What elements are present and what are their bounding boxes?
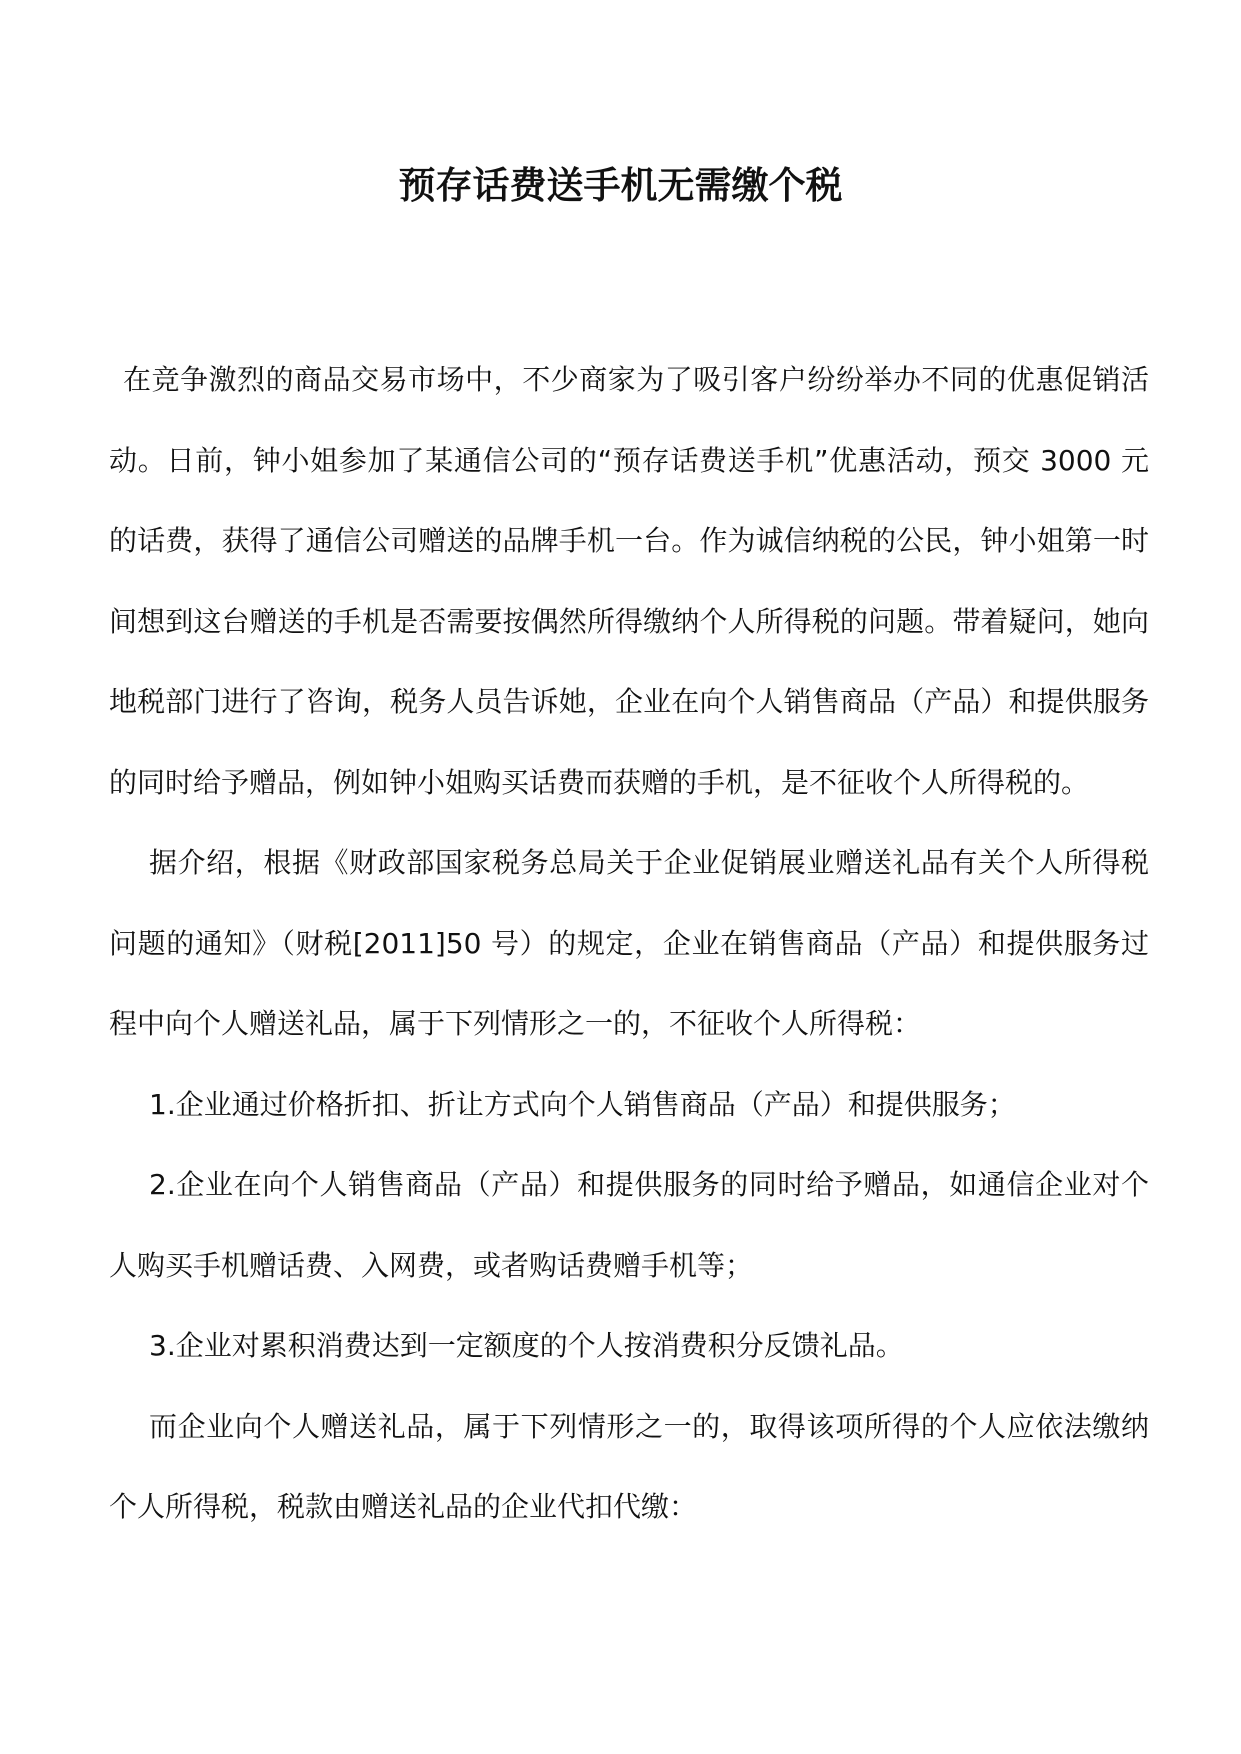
document-body: [109, 340, 1149, 1548]
list-item: 3.企业对累积消费达到一定额度的个人按消费积分反馈礼品。: [149, 1329, 904, 1362]
list-item: 1.企业通过价格折扣、折让方式向个人销售商品（产品）和提供服务；: [149, 1087, 1016, 1121]
list-item: 2.企业在向个人销售商品（产品）和提供服务的同时给予赠品，如通信企业对个人购买手机赠话费、入网费，或者购话费赠手机等；: [109, 1168, 1149, 1282]
paragraph: 而企业向个人赠送礼品，属于下列情形之一的，取得该项所得的个人应依法缴纳个人所得税，税款由赠送礼品的企业代扣代缴：: [109, 1409, 1149, 1523]
document-title: 预存话费送手机无需缴个税: [398, 164, 843, 207]
paragraph: 据介绍，根据《财政部国家税务总局关于企业促销展业赠送礼品有关个人所得税问题的通知》（财税[2011]50 号）的规定，企业在销售商品（产品）和提供服务过程中向个人赠送礼品，属于下列情形之一的，不征收个人所得税：: [109, 846, 1149, 1040]
paragraph: 在竞争激烈的商品交易市场中，不少商家为了吸引客户纷纷举办不同的优惠促销活动。日前，钟小姐参加了某通信公司的“预存话费送手机”优惠活动，预交 3000 元的话费，获得了通信公司赠送的品牌手机一台。作为诚信纳税的公民，钟小姐第一时间想到这台赠送的手机是否需要按偶然所得缴纳个人所得税的问题。带着疑问，她向地税部门进行了咨询，税务人员告诉她，企业在向个人销售商品（产品）和提供服务的同时给予赠品，例如钟小姐购买话费而获赠的手机，是不征收个人所得税的。: [109, 363, 1149, 799]
